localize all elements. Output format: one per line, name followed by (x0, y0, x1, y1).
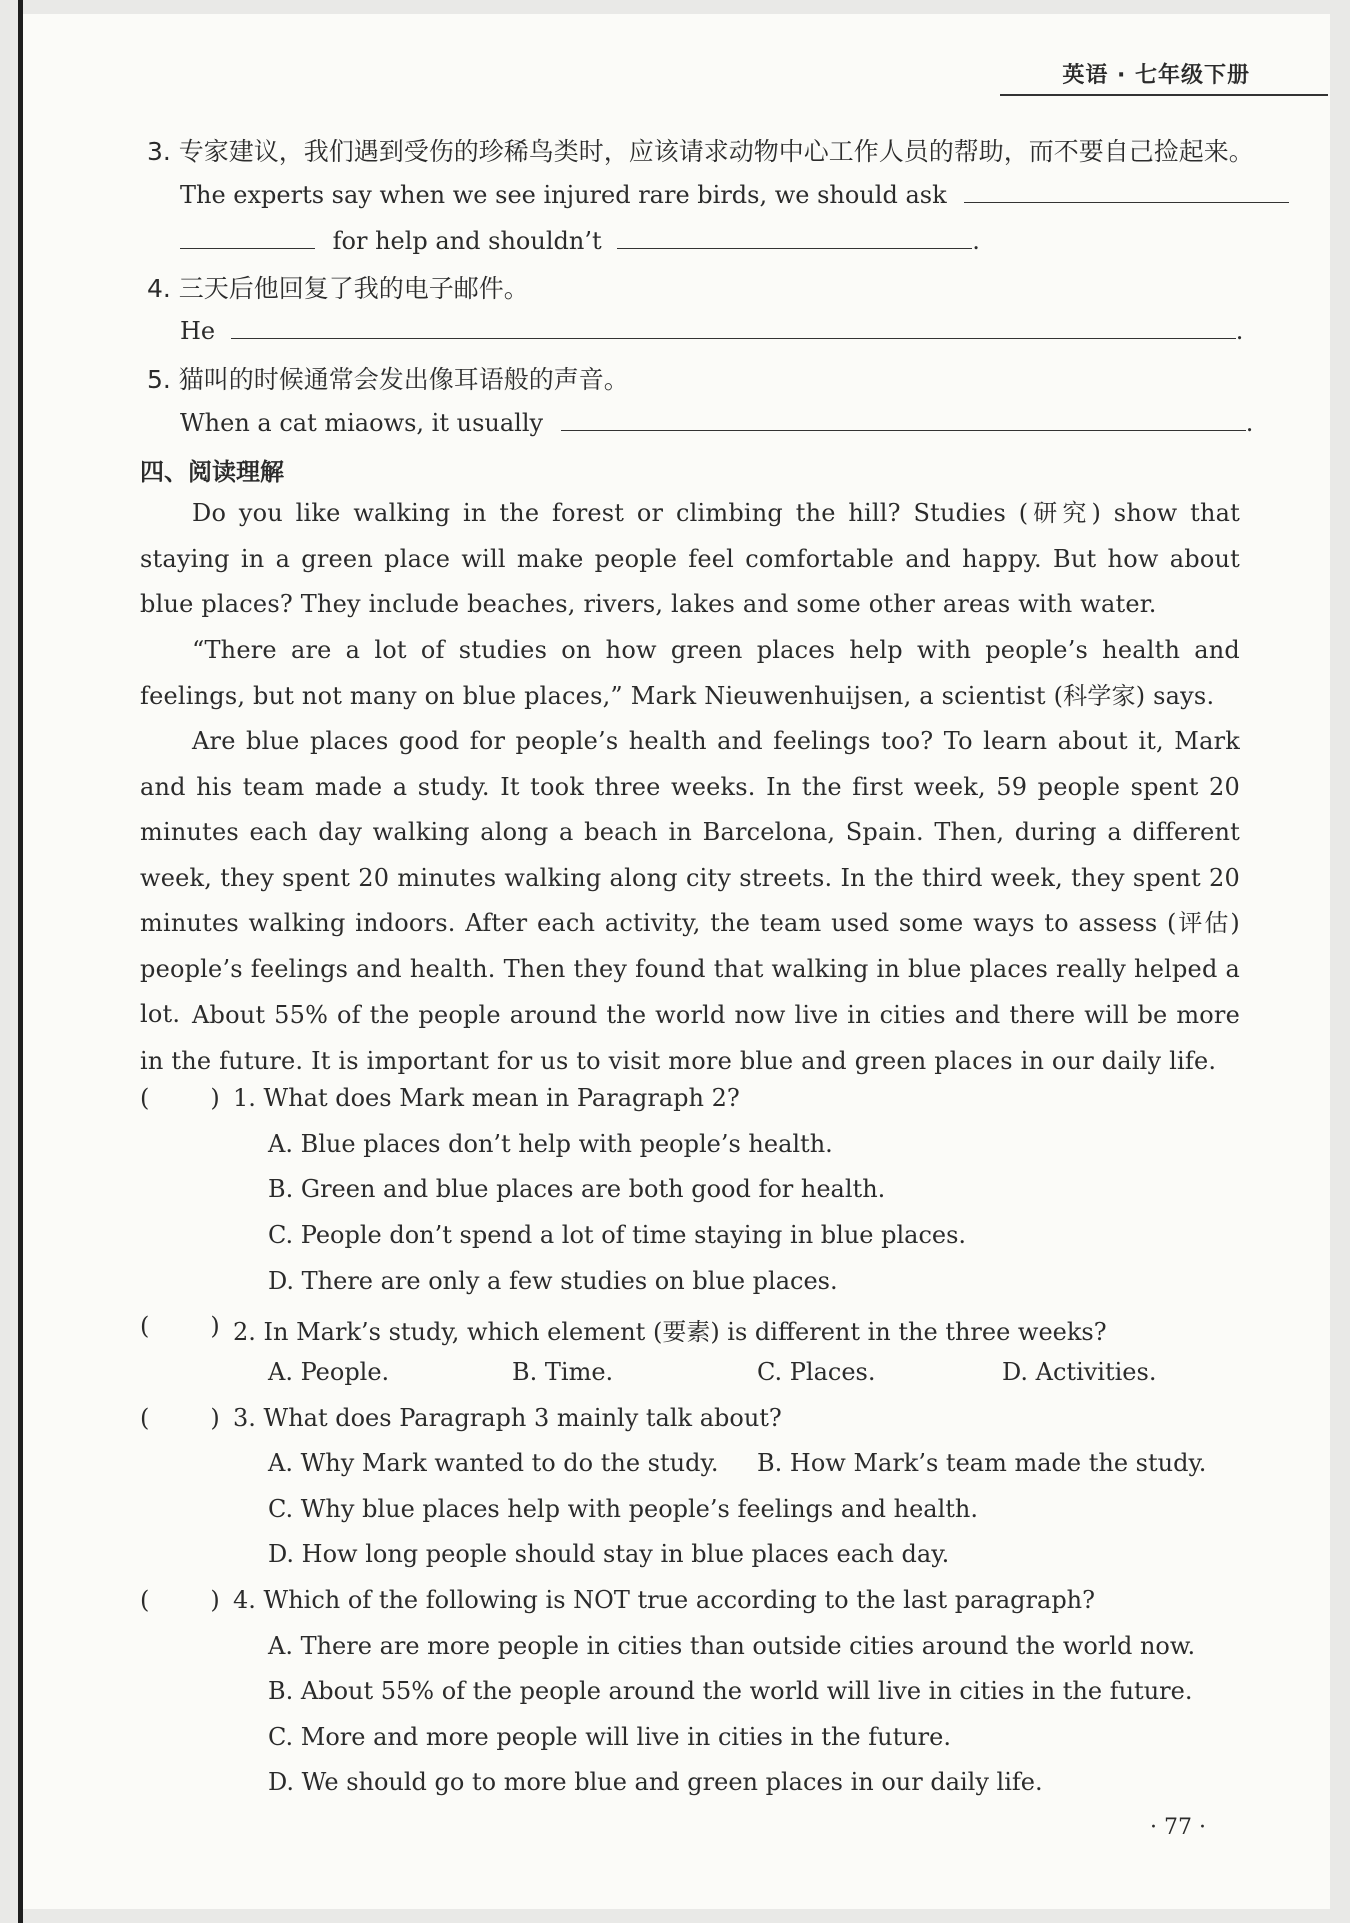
q4-chinese: 4. 三天后他回复了我的电子邮件。 (147, 274, 529, 303)
question-1-option-b[interactable]: B. Green and blue places are both good for health. (268, 1175, 886, 1203)
question-2-option-d[interactable]: D. Activities. (1002, 1358, 1157, 1386)
q3-english-line2 (180, 224, 980, 255)
header-title: 英语 · 七年级下册 (1062, 63, 1250, 88)
question-1-stem: 1. What does Mark mean in Paragraph 2? (233, 1084, 740, 1112)
header-rule (1000, 94, 1328, 96)
question-4-option-d[interactable]: D. We should go to more blue and green places in our daily life. (268, 1768, 1043, 1796)
q5-english-line (180, 406, 1253, 437)
question-2-option-c[interactable]: C. Places. (757, 1358, 876, 1386)
q3-period: . (972, 227, 980, 255)
answer-paren-1[interactable]: ( ) (140, 1084, 220, 1112)
q5-period: . (1245, 409, 1254, 437)
question-3-stem: 3. What does Paragraph 3 mainly talk about? (233, 1404, 782, 1432)
question-2-option-b[interactable]: B. Time. (512, 1358, 614, 1386)
page-number: · 77 · (1150, 1815, 1206, 1840)
question-4-option-a[interactable]: A. There are more people in cities than outside cities around the world now. (268, 1632, 1196, 1660)
question-3-option-a[interactable]: A. Why Mark wanted to do the study. (268, 1449, 719, 1477)
q3-english-line1 (180, 178, 1289, 209)
q4-english-line (180, 314, 1243, 345)
q5-chinese: 5. 猫叫的时候通常会发出像耳语般的声音。 (147, 365, 629, 394)
answer-paren-4[interactable]: ( ) (140, 1586, 220, 1614)
question-2-option-a[interactable]: A. People. (268, 1358, 390, 1386)
q4-english-start: He (180, 317, 216, 345)
reading-paragraph-2: “There are a lot of studies on how green places help with people’s health and feelings, but not many on blue places,” Mark Nieuwenhuijsen, a scientist (科学家) says. (140, 636, 1240, 710)
question-3-option-b[interactable]: B. How Mark’s team made the study. (757, 1449, 1207, 1477)
q4-period: . (1235, 317, 1244, 345)
question-1-option-d[interactable]: D. There are only a few studies on blue places. (268, 1267, 838, 1295)
q5-english-start: When a cat miaows, it usually (180, 409, 544, 437)
reading-heading: 四、阅读理解 (140, 458, 284, 486)
reading-paragraph-3: Are blue places good for people’s health and feelings too? To learn about it, Mark and his team made a study. It took three weeks. In the first week, 59 people spent 20 minutes each day walking along a beach in Barcelona, Spain. Then, during a different week, they spent 20 minutes walking along city streets. In the third week, they spent 20 minutes walking indoors. After each activity, the team used some ways to assess (评估) people’s feelings and health. Then they found that walking in blue places really helped a lot. (140, 727, 1240, 1028)
binding-edge (18, 0, 23, 1923)
q4-blank[interactable] (231, 314, 1236, 339)
reading-paragraph-1: Do you like walking in the forest or climbing the hill? Studies (研究) show that staying in a green place will make people feel comfortable and happy. But how about blue places? They include beaches, rivers, lakes and some other areas with water. (140, 499, 1240, 618)
q3-blank-1[interactable] (964, 178, 1289, 203)
answer-paren-3[interactable]: ( ) (140, 1404, 220, 1432)
q3-chinese: 3. 专家建议，我们遇到受伤的珍稀鸟类时，应该请求动物中心工作人员的帮助，而不要自己捡起来。 (147, 137, 1254, 166)
q3-english-text-b: for help and shouldn’t (332, 227, 602, 255)
q3-english-text-a: The experts say when we see injured rare birds, we should ask (180, 181, 947, 209)
question-4-option-b[interactable]: B. About 55% of the people around the world will live in cities in the future. (268, 1677, 1193, 1705)
q3-blank-3[interactable] (617, 224, 972, 249)
q3-blank-2[interactable] (180, 224, 315, 249)
question-3-option-d[interactable]: D. How long people should stay in blue places each day. (268, 1540, 950, 1568)
answer-paren-2[interactable]: ( ) (140, 1312, 220, 1340)
q5-blank[interactable] (561, 406, 1246, 431)
question-3-option-c[interactable]: C. Why blue places help with people’s feelings and health. (268, 1495, 978, 1523)
question-4-option-c[interactable]: C. More and more people will live in cities in the future. (268, 1723, 951, 1751)
reading-paragraph-4: About 55% of the people around the world now live in cities and there will be more in the future. It is important for us to visit more blue and green places in our daily life. (140, 1001, 1240, 1075)
question-1-option-a[interactable]: A. Blue places don’t help with people’s health. (268, 1130, 833, 1158)
question-1-option-c[interactable]: C. People don’t spend a lot of time staying in blue places. (268, 1221, 967, 1249)
question-4-stem: 4. Which of the following is NOT true according to the last paragraph? (233, 1586, 1096, 1614)
question-2-stem: 2. In Mark’s study, which element (要素) is different in the three weeks? (233, 1318, 1107, 1346)
